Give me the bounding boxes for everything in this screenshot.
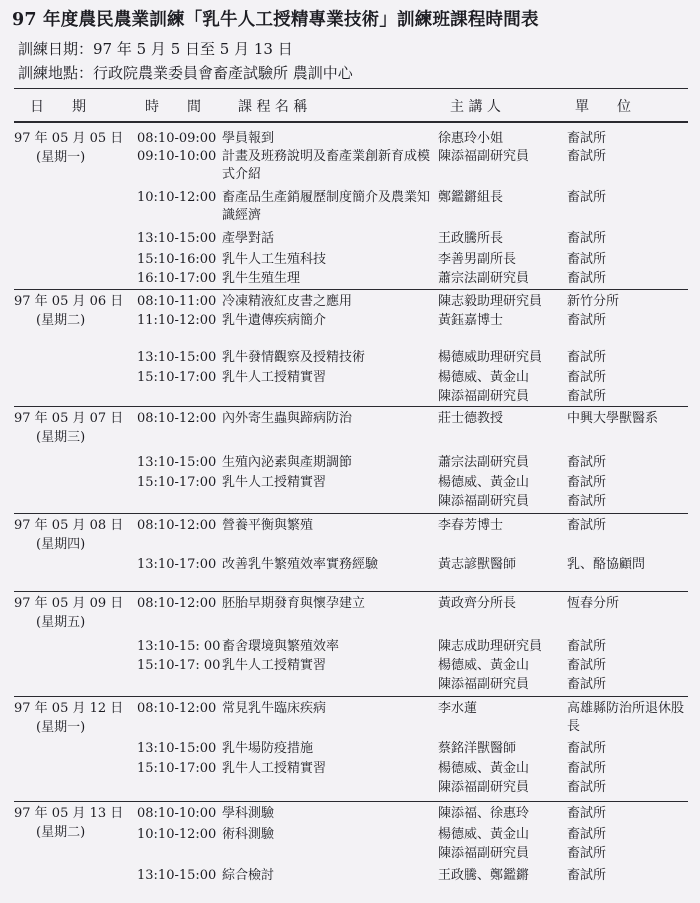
day-date: 97 年 05 月 13 日 [14, 806, 124, 821]
day-weekday: (星期一) [36, 720, 86, 735]
session-course: 生殖內泌素與產期調節 [222, 455, 353, 470]
session-unit: 畜試所 [567, 370, 607, 385]
session-unit: 畜試所 [567, 149, 607, 164]
session-speaker: 陳添福、徐惠玲 [438, 806, 530, 821]
session-speaker: 王政騰所長 [438, 231, 504, 246]
session-time: 10:10-12:00 [137, 190, 217, 205]
session-time: 15:10-17:00 [137, 475, 217, 490]
session-time: 08:10-11:00 [137, 294, 217, 309]
session-time: 08:10-12:00 [137, 596, 217, 611]
session-unit: 畜試所 [567, 271, 607, 286]
session-speaker: 楊德威、黃金山 [438, 658, 530, 673]
session-time: 08:10-12:00 [137, 411, 217, 426]
session-time: 13:10-15:00 [137, 231, 217, 246]
session-course: 冷凍精液紅皮書之應用 [222, 294, 353, 309]
day-divider [14, 696, 688, 697]
session-course: 乳牛場防疫措施 [222, 741, 314, 756]
session-course: 常見乳牛臨床疾病 [222, 701, 327, 716]
session-course: 產學對話 [222, 231, 275, 246]
day-weekday: (星期一) [36, 150, 86, 165]
session-unit: 畜試所 [567, 518, 607, 533]
session-unit: 中興大學獸醫系 [567, 411, 659, 426]
session-speaker: 陳志毅助理研究員 [438, 294, 543, 309]
header-bottom-rule [14, 121, 688, 123]
day-date: 97 年 05 月 12 日 [14, 701, 124, 716]
session-time: 13:10-15:00 [137, 455, 217, 470]
session-speaker: 陳添福副研究員 [438, 780, 530, 795]
session-time: 13:10-15: 00 [137, 639, 221, 654]
session-unit: 畜試所 [567, 494, 607, 509]
session-course: 內外寄生蟲與蹄病防治 [222, 411, 353, 426]
session-speaker: 李春芳博士 [438, 518, 504, 533]
session-course: 乳牛人工授精實習 [222, 370, 327, 385]
session-speaker: 黃志諺獸醫師 [438, 557, 517, 572]
session-unit: 高雄縣防治所退休股長 [567, 701, 685, 734]
session-course: 乳牛人工生殖科技 [222, 252, 327, 267]
session-unit: 畜試所 [567, 846, 607, 861]
day-date: 97 年 05 月 08 日 [14, 518, 124, 533]
day-date: 97 年 05 月 07 日 [14, 411, 124, 426]
session-speaker: 陳添福副研究員 [438, 149, 530, 164]
session-unit: 畜試所 [567, 806, 607, 821]
session-time: 13:10-15:00 [137, 868, 217, 883]
session-course: 乳牛生殖生理 [222, 271, 301, 286]
session-course: 營養平衡與繁殖 [222, 518, 314, 533]
session-speaker: 陳添福副研究員 [438, 846, 530, 861]
session-course: 改善乳牛繁殖效率實務經驗 [222, 557, 379, 572]
day-divider [14, 801, 688, 802]
day-weekday: (星期二) [36, 313, 86, 328]
session-speaker: 楊德威、黃金山 [438, 475, 530, 490]
session-unit: 畜試所 [567, 455, 607, 470]
day-weekday: (星期二) [36, 825, 86, 840]
day-date: 97 年 05 月 09 日 [14, 596, 124, 611]
day-weekday: (星期四) [36, 537, 86, 552]
session-time: 13:10-15:00 [137, 350, 217, 365]
training-period: 訓練日期：97 年 5 月 5 日至 5 月 13 日 [18, 40, 293, 58]
session-unit: 畜試所 [567, 780, 607, 795]
session-speaker: 黃鈺嘉博士 [438, 313, 504, 328]
session-unit: 畜試所 [567, 252, 607, 267]
header-date: 日 期 [30, 99, 86, 115]
session-unit: 乳、酪協顧問 [567, 557, 646, 572]
day-weekday: (星期五) [36, 615, 86, 630]
session-speaker: 楊德威助理研究員 [438, 350, 543, 365]
session-unit: 畜試所 [567, 827, 607, 842]
session-unit: 畜試所 [567, 639, 607, 654]
session-speaker: 陳添福副研究員 [438, 389, 530, 404]
session-course: 學員報到 [222, 131, 275, 146]
session-speaker: 蕭宗法副研究員 [438, 455, 530, 470]
session-time: 08:10-10:00 [137, 806, 217, 821]
session-unit: 畜試所 [567, 190, 607, 205]
header-unit: 單 位 [575, 99, 631, 115]
session-time: 08:10-12:00 [137, 701, 217, 716]
session-time: 11:10-12:00 [137, 313, 217, 328]
day-date: 97 年 05 月 05 日 [14, 131, 124, 146]
day-date: 97 年 05 月 06 日 [14, 294, 124, 309]
session-time: 09:10-10:00 [137, 149, 217, 164]
session-time: 15:10-16:00 [137, 252, 217, 267]
session-time: 08:10-09:00 [137, 131, 217, 146]
session-speaker: 楊德威、黃金山 [438, 761, 530, 776]
session-unit: 畜試所 [567, 741, 607, 756]
session-course: 畜產品生產銷履歷制度簡介及農業知識經濟 [222, 190, 431, 223]
session-speaker: 陳添福副研究員 [438, 677, 530, 692]
session-speaker: 李水蓮 [438, 701, 478, 716]
session-course: 綜合檢討 [222, 868, 275, 883]
session-time: 15:10-17:00 [137, 761, 217, 776]
session-time: 16:10-17:00 [137, 271, 217, 286]
session-speaker: 徐惠玲小姐 [438, 131, 504, 146]
session-unit: 新竹分所 [567, 294, 620, 309]
session-speaker: 莊士德教授 [438, 411, 504, 426]
day-divider [14, 591, 688, 592]
session-time: 15:10-17: 00 [137, 658, 221, 673]
session-course: 乳牛人工授精實習 [222, 475, 327, 490]
day-weekday: (星期三) [36, 430, 86, 445]
session-unit: 畜試所 [567, 868, 607, 883]
session-unit: 畜試所 [567, 389, 607, 404]
session-course: 計畫及班務說明及畜產業創新育成模式介紹 [222, 149, 431, 182]
session-time: 13:10-17:00 [137, 557, 217, 572]
session-speaker: 陳志成助理研究員 [438, 639, 543, 654]
session-time: 13:10-15:00 [137, 741, 217, 756]
session-course: 乳牛遺傳疾病簡介 [222, 313, 327, 328]
session-time: 08:10-12:00 [137, 518, 217, 533]
session-speaker: 楊德威、黃金山 [438, 370, 530, 385]
session-time: 15:10-17:00 [137, 370, 217, 385]
session-speaker: 陳添福副研究員 [438, 494, 530, 509]
session-unit: 畜試所 [567, 475, 607, 490]
session-unit: 畜試所 [567, 677, 607, 692]
session-course: 胚胎早期發育與懷孕建立 [222, 596, 366, 611]
header-speaker: 主 講 人 [450, 99, 501, 115]
session-course: 術科測驗 [222, 827, 275, 842]
header-top-rule [14, 88, 688, 89]
session-speaker: 黃政齊分所長 [438, 596, 517, 611]
session-course: 學科測驗 [222, 806, 275, 821]
session-speaker: 蕭宗法副研究員 [438, 271, 530, 286]
session-course: 乳牛人工授精實習 [222, 761, 327, 776]
day-divider [14, 513, 688, 514]
session-unit: 畜試所 [567, 658, 607, 673]
session-unit: 畜試所 [567, 761, 607, 776]
session-course: 乳牛人工授精實習 [222, 658, 327, 673]
session-unit: 畜試所 [567, 313, 607, 328]
session-speaker: 蔡銘洋獸醫師 [438, 741, 517, 756]
session-speaker: 鄭鑑鏘組長 [438, 190, 504, 205]
session-speaker: 楊德威、黃金山 [438, 827, 530, 842]
session-unit: 恆春分所 [567, 596, 620, 611]
day-divider [14, 406, 688, 407]
session-unit: 畜試所 [567, 131, 607, 146]
day-divider [14, 289, 688, 290]
session-speaker: 王政騰、鄭鑑鏘 [438, 868, 530, 883]
session-course: 乳牛發情觀察及授精技術 [222, 350, 366, 365]
session-speaker: 李善男副所長 [438, 252, 517, 267]
page-title: 97 年度農民農業訓練「乳牛人工授精專業技術」訓練班課程時間表 [12, 10, 539, 30]
header-course: 課 程 名 稱 [238, 99, 308, 115]
training-location: 訓練地點：行政院農業委員會畜產試驗所 農訓中心 [18, 64, 353, 82]
session-course: 畜舍環境與繁殖效率 [222, 639, 340, 654]
session-unit: 畜試所 [567, 231, 607, 246]
header-time: 時 間 [145, 99, 201, 115]
session-time: 10:10-12:00 [137, 827, 217, 842]
session-unit: 畜試所 [567, 350, 607, 365]
